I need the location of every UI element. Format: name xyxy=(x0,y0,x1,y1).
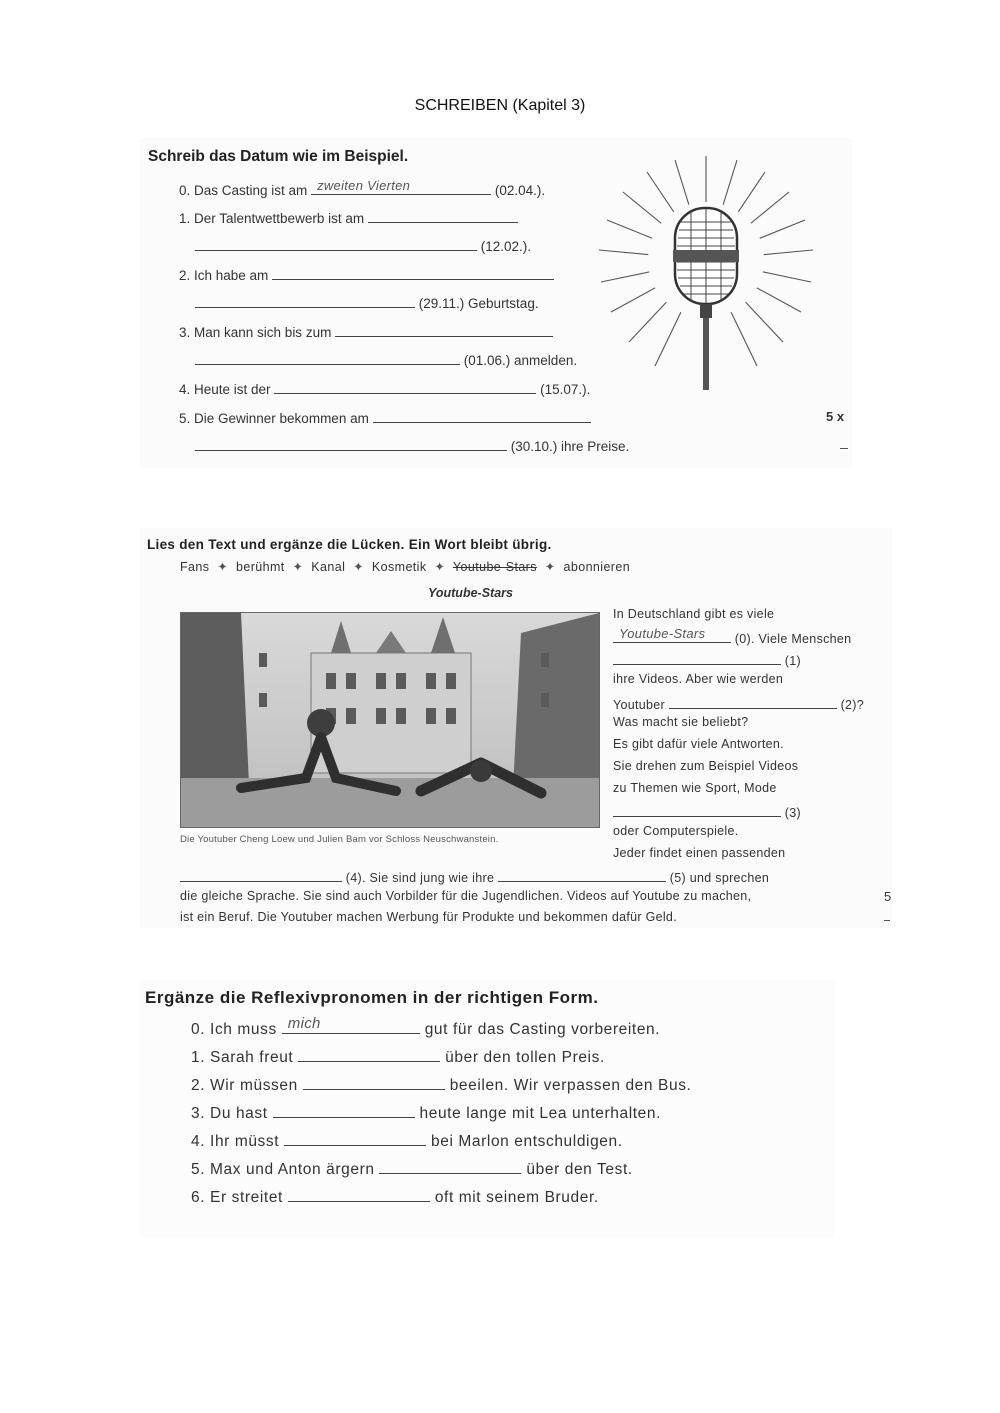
date-blank-1b[interactable] xyxy=(195,236,477,251)
reflexive-blank-4[interactable] xyxy=(284,1129,426,1146)
date-line-4: 4. Heute ist der (15.07.). xyxy=(179,379,590,397)
reflexive-blank-5[interactable] xyxy=(379,1157,521,1174)
date-blank-4[interactable] xyxy=(274,379,536,394)
reflexive-blank-0[interactable]: mich xyxy=(282,1017,420,1034)
text-line-2: Youtube-Stars (0). Viele Menschen xyxy=(613,628,851,646)
date-line-5: 5. Die Gewinner bekommen am xyxy=(179,408,591,426)
gap-5[interactable] xyxy=(498,867,666,882)
date-blank-2a[interactable] xyxy=(272,265,554,280)
separator-icon: ✦ xyxy=(292,560,304,574)
reflexive-blank-1[interactable] xyxy=(298,1045,440,1062)
text-line-10: (3) xyxy=(613,802,801,820)
gap-3[interactable] xyxy=(613,802,781,817)
date-blank-5b[interactable] xyxy=(195,436,507,451)
gap-1[interactable] xyxy=(613,650,781,665)
date-blank-1a[interactable] xyxy=(368,208,518,223)
section2-score: 5 xyxy=(884,889,892,904)
text-line-6: Was macht sie beliebt? xyxy=(613,715,749,729)
text-title: Youtube-Stars xyxy=(428,586,513,600)
section1-score: 5 x xyxy=(826,409,845,424)
word-kosmetik: Kosmetik xyxy=(371,560,427,574)
date-line-0: 0. Das Casting ist am zweiten Vierten (02.04.). xyxy=(179,178,546,198)
word-youtube-stars: Youtube-Stars xyxy=(452,560,537,574)
date-line-2: 2. Ich habe am xyxy=(179,265,554,283)
date-blank-3a[interactable] xyxy=(335,322,553,337)
date-line-2b: (29.11.) Geburtstag. xyxy=(195,293,539,311)
gap-4[interactable] xyxy=(180,867,342,882)
section2-score-blank[interactable] xyxy=(884,920,890,921)
word-beruehmt: berühmt xyxy=(236,560,285,574)
date-blank-3b[interactable] xyxy=(195,350,460,365)
text-line-8: Sie drehen zum Beispiel Videos xyxy=(613,759,799,773)
word-bank xyxy=(180,559,634,574)
reflexive-line-4: 4. Ihr müsst bei Marlon entschuldigen. xyxy=(191,1129,623,1151)
separator-icon: ✦ xyxy=(217,560,229,574)
text-line-14: die gleiche Sprache. Sie sind auch Vorbilder für die Jugendlichen. Videos auf Youtube zu machen, xyxy=(180,889,752,903)
date-blank-0[interactable]: zweiten Vierten xyxy=(311,180,491,195)
section2-heading: Lies den Text und ergänze die Lücken. Ein Wort bleibt übrig. xyxy=(147,537,552,552)
reflexive-line-0: 0. Ich muss mich gut für das Casting vorbereiten. xyxy=(191,1015,661,1038)
reflexive-line-6: 6. Er streitet oft mit seinem Bruder. xyxy=(191,1185,599,1207)
gap-2[interactable] xyxy=(669,694,837,709)
date-line-3b: (01.06.) anmelden. xyxy=(195,350,577,368)
castle-photo xyxy=(180,612,600,828)
date-line-5b: (30.10.) ihre Preise. xyxy=(195,436,629,454)
text-line-13: (4). Sie sind jung wie ihre (5) und sprechen xyxy=(180,867,769,885)
text-line-4: ihre Videos. Aber wie werden xyxy=(613,672,784,686)
text-line-11: oder Computerspiele. xyxy=(613,824,739,838)
reflexive-line-2: 2. Wir müssen beeilen. Wir verpassen den Bus. xyxy=(191,1073,691,1095)
microphone-icon xyxy=(595,150,817,395)
reflexive-line-5: 5. Max und Anton ärgern über den Test. xyxy=(191,1157,633,1179)
word-kanal: Kanal xyxy=(311,560,346,574)
separator-icon: ✦ xyxy=(434,560,446,574)
text-line-7: Es gibt dafür viele Antworten. xyxy=(613,737,784,751)
section1-heading: Schreib das Datum wie im Beispiel. xyxy=(148,148,409,165)
text-line-5: Youtuber (2)? xyxy=(613,694,864,712)
text-line-15: ist ein Beruf. Die Youtuber machen Werbung für Produkte und bekommen dafür Geld. xyxy=(180,910,677,924)
section1-score-blank[interactable] xyxy=(840,448,848,449)
separator-icon: ✦ xyxy=(544,560,556,574)
date-line-1: 1. Der Talentwettbewerb ist am xyxy=(179,208,518,226)
section3-heading: Ergänze die Reflexivpronomen in der richtigen Form. xyxy=(145,988,599,1007)
date-blank-5a[interactable] xyxy=(373,408,591,423)
word-fans: Fans xyxy=(180,560,210,574)
reflexive-line-1: 1. Sarah freut über den tollen Preis. xyxy=(191,1045,605,1067)
reflexive-blank-3[interactable] xyxy=(273,1101,415,1118)
text-line-12: Jeder findet einen passenden xyxy=(613,846,786,860)
date-line-3: 3. Man kann sich bis zum xyxy=(179,322,553,340)
date-blank-2b[interactable] xyxy=(195,293,415,308)
gap-0[interactable]: Youtube-Stars xyxy=(613,628,731,643)
reflexive-blank-2[interactable] xyxy=(303,1073,445,1090)
word-abonnieren: abonnieren xyxy=(563,560,631,574)
date-line-1b: (12.02.). xyxy=(195,236,531,254)
reflexive-line-3: 3. Du hast heute lange mit Lea unterhalten. xyxy=(191,1101,661,1123)
separator-icon: ✦ xyxy=(353,560,365,574)
page-title: SCHREIBEN (Kapitel 3) xyxy=(414,97,586,114)
photo-caption: Die Youtuber Cheng Loew und Julien Bam vor Schloss Neuschwanstein. xyxy=(180,834,499,845)
text-line-1: In Deutschland gibt es viele xyxy=(613,607,775,621)
reflexive-blank-6[interactable] xyxy=(288,1185,430,1202)
text-line-9: zu Themen wie Sport, Mode xyxy=(613,781,777,795)
text-line-3: (1) xyxy=(613,650,801,668)
